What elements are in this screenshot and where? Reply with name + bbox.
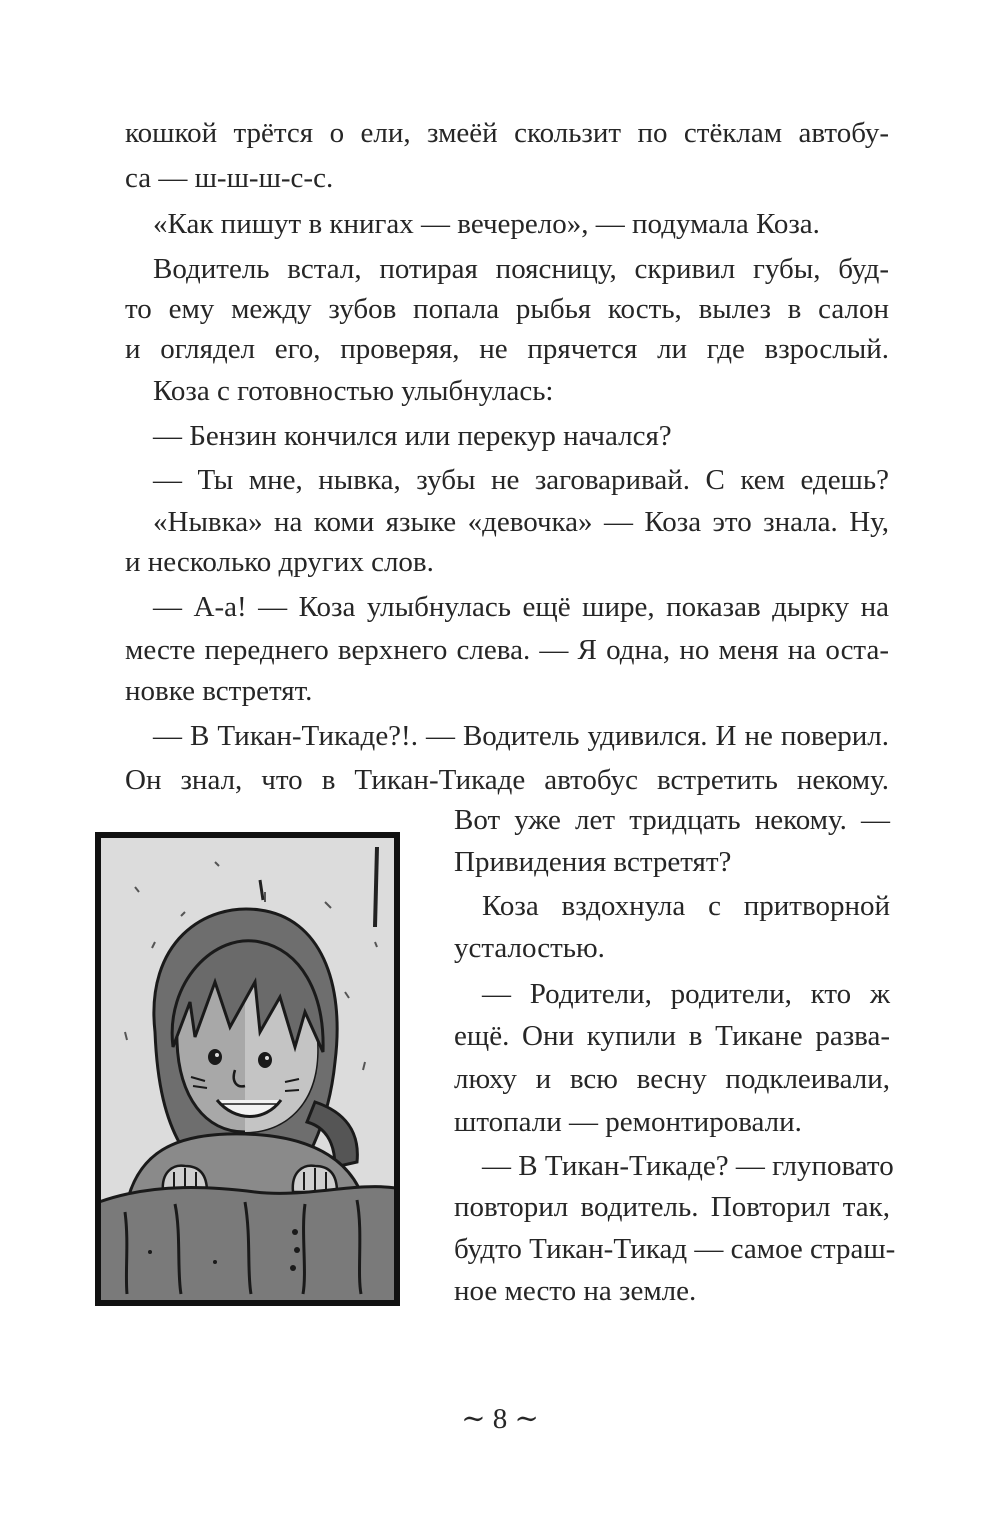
text-line: то ему между зубов попала рыбья кость, вылез в салон — [125, 293, 889, 325]
text-line: Вот уже лет тридцать некому. — — [454, 804, 890, 836]
text-line: ное место на земле. — [454, 1275, 697, 1307]
text-line: Привидения встретят? — [454, 846, 732, 878]
text-line: и оглядел его, проверяя, не прячется ли где взрослый. — [125, 333, 889, 365]
text-line: ещё. Они купили в Тикане разва- — [454, 1020, 890, 1052]
text-line: Он знал, что в Тикан-Тикаде автобус встретить некому. — [125, 764, 889, 796]
text-line: усталостью. — [454, 932, 605, 964]
text-line: Коза вздохнула с притворной — [482, 890, 890, 922]
text-line: са — ш-ш-ш-с-с. — [125, 162, 334, 194]
text-line: люху и всю весну подклеивали, — [454, 1063, 890, 1095]
text-line: — В Тикан-Тикаде?!. — Водитель удивился. И не поверил. — [153, 720, 889, 752]
text-line: — А-а! — Коза улыбнулась ещё шире, показав дырку на — [153, 591, 889, 623]
text-line: кошкой трётся о ели, змеёй скользит по стёклам автобу- — [125, 117, 889, 149]
text-line: месте переднего верхнего слева. — Я одна, но меня на оста- — [125, 634, 889, 666]
text-line: повторил водитель. Повторил так, — [454, 1191, 890, 1223]
text-line: Коза с готовностью улыбнулась: — [153, 375, 554, 407]
page-number: ∼ 8 ∼ — [461, 1403, 539, 1435]
text-line: «Нывка» на коми языке «девочка» — Коза это знала. Ну, — [153, 506, 889, 538]
text-line: и несколько других слов. — [125, 546, 434, 578]
girl-illustration — [95, 832, 400, 1306]
text-line: «Как пишут в книгах — вечерело», — подумала Коза. — [153, 208, 820, 240]
text-line: — Ты мне, нывка, зубы не заговаривай. С кем едешь? — [153, 464, 889, 496]
text-line: штопали — ремонтировали. — [454, 1106, 802, 1138]
text-line: — Бензин кончился или перекур начался? — [153, 420, 672, 452]
text-line: будто Тикан-Тикад — самое страш- — [454, 1233, 896, 1265]
text-line: — В Тикан-Тикаде? — глуповато — [482, 1150, 894, 1182]
text-line: — Родители, родители, кто ж — [482, 978, 890, 1010]
text-line: новке встретят. — [125, 675, 313, 707]
text-line: Водитель встал, потирая поясницу, скривил губы, буд- — [153, 253, 889, 285]
